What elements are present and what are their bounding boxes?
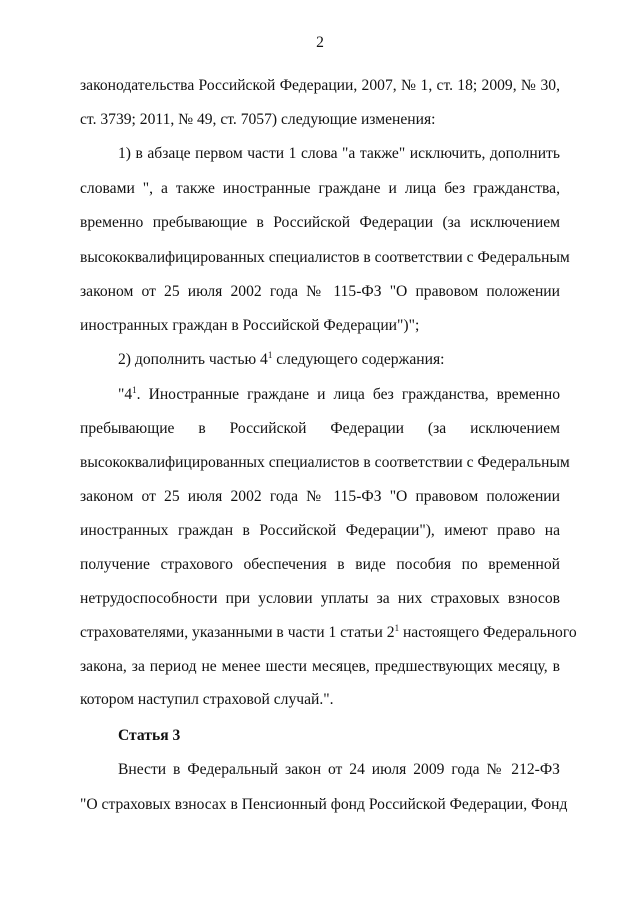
text-line: высококвалифицированных специалистов в соответствии с Федеральным [80, 249, 570, 266]
text-line: страхователями, указанными в части 1 статьи $2^1$ настоящего Федерального [80, 623, 577, 641]
text-line: Внести в Федеральный закон от 24 июля 2009 года № 212-ФЗ [118, 761, 560, 778]
text-line: иностранных граждан в Российской Федерации")"; [80, 317, 420, 334]
text-line: 2) дополнить частью $4^1$ следующего содержания: [118, 350, 445, 368]
superscript: 1 [132, 385, 137, 395]
text-line: котором наступил страховой случай.". [80, 691, 334, 708]
text-line: высококвалифицированных специалистов в соответствии с Федеральным [80, 454, 570, 471]
text-line: нетрудоспособности при условии уплаты за них страховых взносов [80, 590, 560, 607]
text-line: ст. 3739; 2011, № 49, ст. 7057) следующие изменения: [80, 111, 436, 128]
text-line: пребывающие в Российской Федерации (за исключением [80, 420, 560, 437]
superscript: 1 [267, 350, 273, 360]
text-line: получение страхового обеспечения в виде пособия по временной [80, 556, 560, 573]
text-line: временно пребывающие в Российской Федерации (за исключением [80, 214, 560, 231]
text-line: 1) в абзаце первом части 1 слова "а также" исключить, дополнить [118, 145, 560, 162]
superscript: 1 [394, 623, 400, 633]
text-line: законом от 25 июля 2002 года № 115-ФЗ "О правовом положении [80, 283, 560, 300]
text-line: законодательства Российской Федерации, 2007, № 1, ст. 18; 2009, № 30, [80, 77, 560, 94]
article-heading: Статья 3 [118, 727, 181, 744]
text-line: словами ", а также иностранные граждане и лица без гражданства, [80, 180, 560, 197]
text-line: "$4^1$. Иностранные граждане и лица без гражданства, временно [118, 385, 560, 403]
page-number: 2 [316, 34, 324, 51]
text-line: "О страховых взносах в Пенсионный фонд Российской Федерации, Фонд [80, 796, 568, 813]
text-line: закона, за период не менее шести месяцев, предшествующих месяцу, в [80, 658, 560, 675]
text-line: законом от 25 июля 2002 года № 115-ФЗ "О правовом положении [80, 488, 560, 505]
text-line: иностранных граждан в Российской Федерации"), имеют право на [80, 522, 560, 539]
